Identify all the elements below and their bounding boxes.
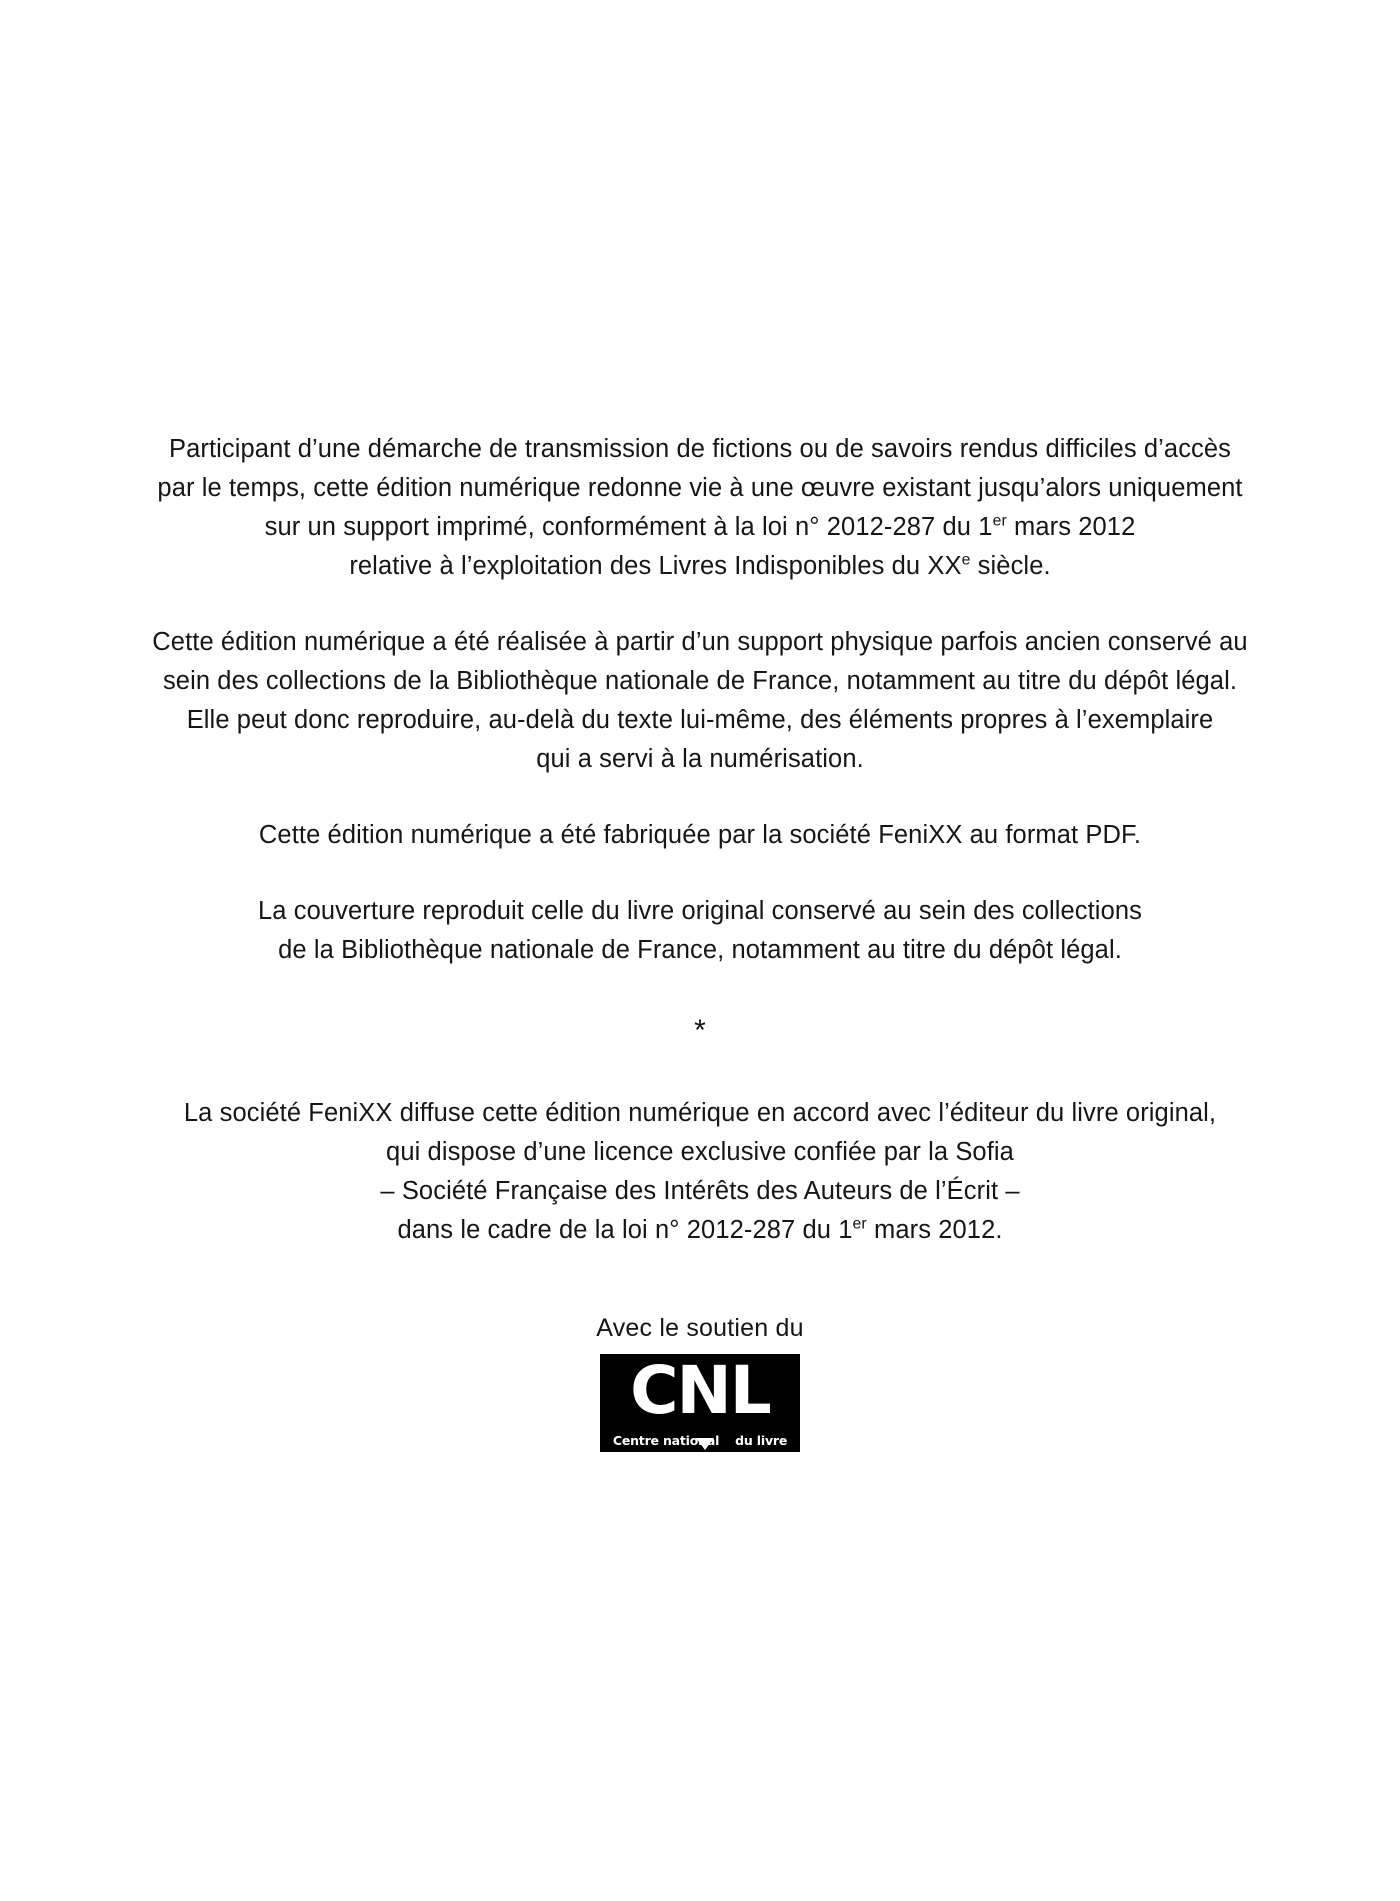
paragraph-cover — [120, 892, 1280, 970]
paragraph-line: Cette édition numérique a été réalisée à partir d’un support physique parfois ancien conservé au — [152, 628, 1248, 656]
cnl-logo — [600, 1354, 800, 1452]
paragraph-line: qui dispose d’une licence exclusive confiée par la Sofia — [386, 1138, 1014, 1166]
law-text-before: dans le cadre de la loi n° 2012-287 du 1 — [397, 1216, 853, 1244]
paragraph-line: qui a servi à la numérisation. — [536, 745, 864, 773]
legal-notice-block — [0, 430, 1400, 1452]
paragraph-line: de la Bibliothèque nationale de France, notamment au titre du dépôt légal. — [278, 936, 1122, 964]
paragraph-line: Elle peut donc reproduire, au-delà du texte lui-même, des éléments propres à l’exemplaire — [186, 706, 1214, 734]
paragraph-line: – Société Française des Intérêts des Auteurs de l’Écrit – — [380, 1177, 1020, 1205]
support-credit — [0, 1312, 1400, 1452]
century-text-before: relative à l’exploitation des Livres Indisponibles du XX — [349, 552, 962, 580]
law-text-before: sur un support imprimé, conformément à la loi n° 2012-287 du 1 — [264, 513, 993, 541]
paragraph-line: sein des collections de la Bibliothèque nationale de France, notamment au titre du dépôt légal. — [162, 667, 1238, 695]
paragraph-line: La société FeniXX diffuse cette édition numérique en accord avec l’éditeur du livre original, — [183, 1099, 1217, 1127]
section-separator-asterisk: * — [694, 1014, 706, 1047]
cnl-subtitle-left: Centre national — [612, 1433, 720, 1448]
support-label: Avec le soutien du — [596, 1314, 804, 1342]
cnl-logo-letters: CNL — [630, 1354, 770, 1429]
paragraph-manufacturer — [120, 816, 1280, 855]
paragraph-line: Cette édition numérique a été fabriquée par la société FeniXX au format PDF. — [258, 821, 1142, 849]
ordinal-suffix: er — [992, 512, 1007, 530]
law-text-after: mars 2012 — [1006, 513, 1136, 541]
paragraph-line-law — [397, 1216, 1002, 1244]
paragraph-distribution — [120, 1094, 1280, 1250]
paragraph-line-century — [349, 552, 1050, 580]
paragraph-line: La couverture reproduit celle du livre original conservé au sein des collections — [258, 897, 1142, 925]
paragraph-transmission — [120, 430, 1280, 586]
ordinal-suffix: e — [961, 551, 971, 569]
paragraph-source-copy — [120, 623, 1280, 779]
paragraph-line: Participant d’une démarche de transmission de fictions ou de savoirs rendus difficiles d’accès — [168, 435, 1232, 463]
cnl-logo-subtitle — [600, 1433, 800, 1448]
paragraph-line: par le temps, cette édition numérique redonne vie à une œuvre existant jusqu’alors uniquement — [157, 474, 1243, 502]
paragraph-line-law — [265, 513, 1136, 541]
ordinal-suffix: er — [852, 1215, 867, 1233]
law-text-after: mars 2012. — [866, 1216, 1003, 1244]
century-text-after: siècle. — [970, 552, 1051, 580]
cnl-subtitle-right: du livre — [735, 1433, 788, 1448]
